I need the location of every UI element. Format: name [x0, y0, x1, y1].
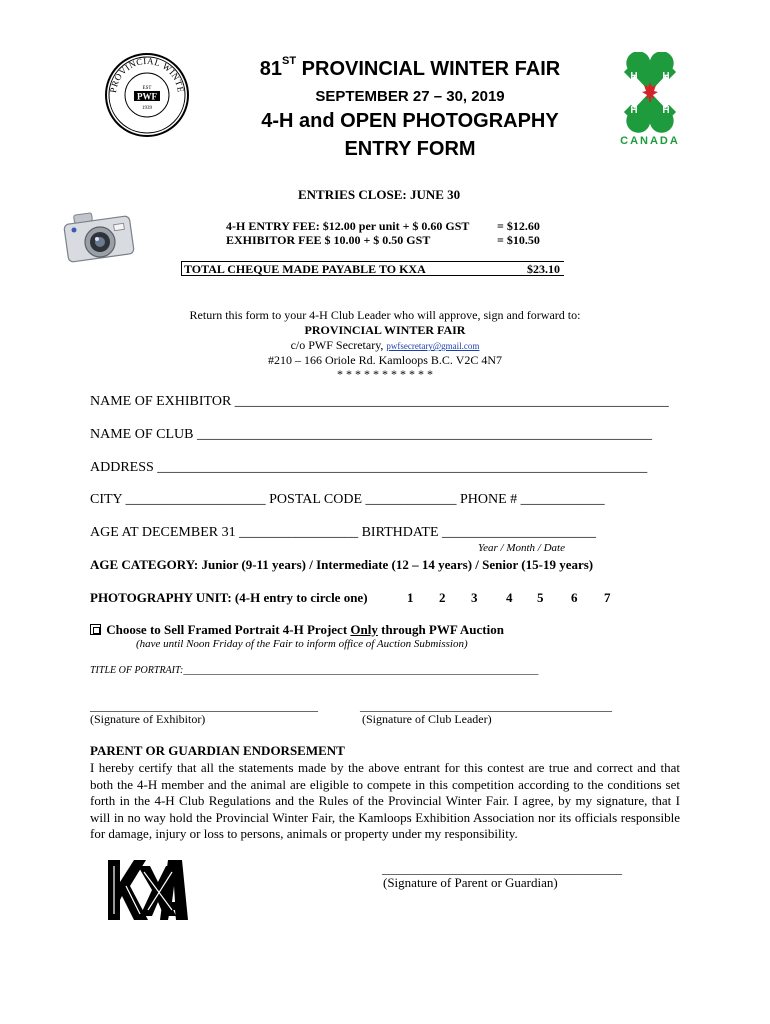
- exhibitor-fee-line: EXHIBITOR FEE $ 10.00 + $ 0.50 GST: [226, 233, 431, 247]
- svg-text:H: H: [662, 105, 670, 116]
- logo-canada-text: CANADA: [620, 135, 680, 147]
- title-number: 81: [259, 58, 283, 80]
- unit-option-5[interactable]: 5: [537, 590, 544, 605]
- entry-fee-line: 4-H ENTRY FEE: $12.00 per unit + $ 0.60 GST: [226, 219, 470, 233]
- title-of-portrait-field[interactable]: TITLE OF PORTRAIT:_______________________________________________________________________: [90, 665, 539, 676]
- seal-center-text: PWF: [137, 91, 157, 102]
- pwf-seal: [104, 52, 190, 138]
- exhibitor-fee-total: = $10.50: [497, 233, 540, 247]
- seal-year: 1939: [142, 106, 152, 111]
- fair-dates: SEPTEMBER 27 – 30, 2019: [315, 88, 505, 105]
- return-org: PROVINCIAL WINTER FAIR: [304, 323, 466, 337]
- birthdate-format-hint: Year / Month / Date: [478, 542, 565, 554]
- city-postal-phone-fields[interactable]: CITY ____________________ POSTAL CODE _____________ PHONE # ____________: [90, 492, 605, 507]
- endorsement-heading: PARENT OR GUARDIAN ENDORSEMENT: [90, 743, 345, 758]
- return-address: #210 – 166 Oriole Rd. Kamloops B.C. V2C 4N7: [267, 353, 503, 367]
- auction-checkbox[interactable]: [90, 624, 101, 635]
- svg-text:H: H: [630, 105, 638, 116]
- name-of-exhibitor-field[interactable]: NAME OF EXHIBITOR ______________________________________________________________: [90, 394, 669, 409]
- separator-stars: * * * * * * * * * * *: [337, 367, 433, 381]
- fair-title: [200, 55, 620, 81]
- age-category[interactable]: AGE CATEGORY: Junior (9-11 years) / Intermediate (12 – 14 years) / Senior (15-19 years): [90, 557, 594, 572]
- form-title-line2: ENTRY FORM: [344, 138, 476, 160]
- svg-text:H: H: [662, 71, 670, 82]
- unit-option-2[interactable]: 2: [439, 590, 446, 605]
- unit-option-1[interactable]: 1: [407, 590, 414, 605]
- auction-text-only: Only: [350, 622, 378, 637]
- auction-text-post: through PWF Auction: [377, 622, 504, 637]
- return-instruction: Return this form to your 4-H Club Leader who will approve, sign and forward to:: [189, 308, 581, 322]
- age-birthdate-fields[interactable]: AGE AT DECEMBER 31 _________________ BIRTHDATE ______________________: [90, 525, 597, 540]
- auction-note: (have until Noon Friday of the Fair to inform office of Auction Submission): [136, 638, 468, 650]
- name-of-club-field[interactable]: NAME OF CLUB _________________________________________________________________: [90, 427, 652, 442]
- camera-icon: [60, 206, 138, 268]
- exhibitor-signature-label: (Signature of Exhibitor): [90, 712, 206, 726]
- endorsement-text: I hereby certify that all the statements made by the above entrant for this contest are true and correct and that both the 4-H member and the animal are eligible to compete in this competition according to the conditions set forth in the 4-H Club Regulations and the Rules of the Provincial Winter Fair. I agree, by my signature, that I will in no way hold the Provincial Winter Fair, the Kamloops Exhibition Association nor its officials responsible for damage, injury or loss to persons, animals or property under my responsibility.: [90, 760, 680, 841]
- svg-text:H: H: [630, 71, 638, 82]
- seal-est: EST: [142, 86, 152, 91]
- title-main: PROVINCIAL WINTER FAIR: [301, 58, 561, 80]
- seal-arc-text: PROVINCIAL WINTE: [108, 55, 186, 94]
- photography-unit-label: PHOTOGRAPHY UNIT: (4-H entry to circle one): [90, 590, 368, 605]
- total-cheque-value: $23.10: [527, 262, 560, 276]
- auction-text-pre: Choose to Sell Framed Portrait 4-H Project: [106, 622, 351, 637]
- parent-signature-line[interactable]: ________________________________________: [382, 862, 622, 876]
- kxa-logo: [104, 856, 190, 924]
- total-cheque-label: TOTAL CHEQUE MADE PAYABLE TO KXA: [184, 262, 426, 276]
- unit-option-6[interactable]: 6: [571, 590, 578, 605]
- unit-option-3[interactable]: 3: [471, 590, 478, 605]
- address-field[interactable]: ADDRESS ______________________________________________________________________: [90, 460, 648, 475]
- secretary-email-link[interactable]: pwfsecretary@gmail.com: [386, 341, 480, 351]
- auction-option: [90, 622, 504, 638]
- 4h-clover-logo: [605, 52, 695, 148]
- leader-signature-label: (Signature of Club Leader): [362, 712, 492, 726]
- unit-option-7[interactable]: 7: [604, 590, 611, 605]
- exhibitor-signature-line[interactable]: ______________________________________: [90, 699, 318, 713]
- return-secretary-prefix: c/o PWF Secretary,: [290, 338, 387, 352]
- form-title-line1: 4-H and OPEN PHOTOGRAPHY: [261, 110, 559, 132]
- entry-fee-total: = $12.60: [497, 219, 540, 233]
- unit-option-4[interactable]: 4: [506, 590, 513, 605]
- leader-signature-line[interactable]: __________________________________________: [360, 699, 612, 713]
- parent-signature-label: (Signature of Parent or Guardian): [383, 875, 558, 890]
- entries-close: ENTRIES CLOSE: JUNE 30: [298, 187, 461, 202]
- return-secretary: [140, 338, 630, 353]
- title-superscript: ST: [282, 55, 297, 68]
